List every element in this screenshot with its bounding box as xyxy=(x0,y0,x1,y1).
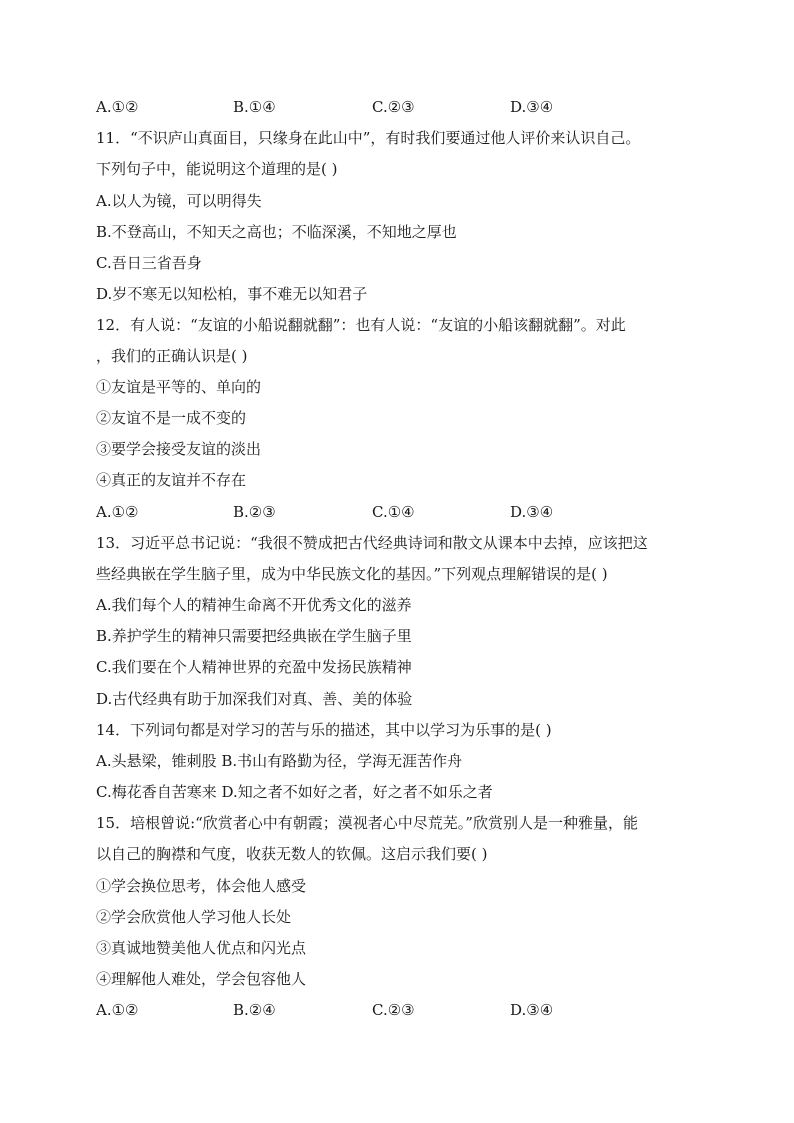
question-12-statement-2: ②友谊不是一成不变的 xyxy=(96,409,247,427)
question-15-option-b: B.②④ xyxy=(233,1001,276,1019)
question-13-stem-line2: 些经典嵌在学生脑子里，成为中华民族文化的基因。”下列观点理解错误的是( ) xyxy=(96,565,608,583)
question-15-option-c: C.②③ xyxy=(372,1001,415,1019)
question-15-stem-line1: 15．培根曾说:“欣赏者心中有朝霞；漠视者心中尽荒芜。”欣赏别人是一种雅量，能 xyxy=(96,814,638,832)
question-15-option-d: D.③④ xyxy=(510,1001,554,1019)
question-15-stem-line2: 以自己的胸襟和气度，收获无数人的钦佩。这启示我们要( ) xyxy=(96,845,488,863)
question-13-option-d: D.古代经典有助于加深我们对真、善、美的体验 xyxy=(96,690,413,708)
question-12-option-a: A.①② xyxy=(96,503,139,521)
question-13-stem-line1: 13．习近平总书记说：“我很不赞成把古代经典诗词和散文从课本中去掉，应该把这 xyxy=(96,534,648,552)
question-13-option-a: A.我们每个人的精神生命离不开优秀文化的滋养 xyxy=(96,596,412,614)
question-12-statement-1: ①友谊是平等的、单向的 xyxy=(96,378,262,396)
question-12-option-b: B.②③ xyxy=(233,503,276,521)
option-b: B.①④ xyxy=(233,98,276,116)
question-15-statement-4: ④理解他人难处，学会包容他人 xyxy=(96,970,307,988)
question-11-stem-line1: 11．“不识庐山真面目，只缘身在此山中”，有时我们要通过他人评价来认识自己。 xyxy=(96,129,641,147)
question-12-stem-line2: ，我们的正确认识是( ) xyxy=(96,347,248,365)
option-c: C.②③ xyxy=(372,98,415,116)
question-11-option-a: A.以人为镜，可以明得失 xyxy=(96,192,262,210)
question-15-statement-2: ②学会欣赏他人学习他人长处 xyxy=(96,908,292,926)
question-12-option-c: C.①④ xyxy=(372,503,415,521)
option-a: A.①② xyxy=(96,98,139,116)
question-11-option-c: C.吾日三省吾身 xyxy=(96,254,202,272)
question-14-options-ab: A.头悬梁，锥刺股 B.书山有路勤为径，学海无涯苦作舟 xyxy=(96,752,463,770)
question-11-option-b: B.不登高山，不知天之高也；不临深溪，不知地之厚也 xyxy=(96,223,457,241)
question-11-stem-line2: 下列句子中，能说明这个道理的是( ) xyxy=(96,160,338,178)
question-14-options-cd: C.梅花香自苦寒来 D.知之者不如好之者，好之者不如乐之者 xyxy=(96,783,493,801)
question-15-statement-3: ③真诚地赞美他人优点和闪光点 xyxy=(96,939,307,957)
question-14-stem: 14．下列词句都是对学习的苦与乐的描述，其中以学习为乐事的是( ) xyxy=(96,721,552,739)
question-15-statement-1: ①学会换位思考，体会他人感受 xyxy=(96,877,307,895)
question-13-option-b: B.养护学生的精神只需要把经典嵌在学生脑子里 xyxy=(96,627,412,645)
question-13-option-c: C.我们要在个人精神世界的充盈中发扬民族精神 xyxy=(96,658,412,676)
question-12-option-d: D.③④ xyxy=(510,503,554,521)
option-d: D.③④ xyxy=(510,98,554,116)
question-12-stem-line1: 12．有人说：“友谊的小船说翻就翻”：也有人说：“友谊的小船该翻就翻”。对此 xyxy=(96,316,626,334)
question-11-option-d: D.岁不寒无以知松柏，事不难无以知君子 xyxy=(96,285,368,303)
question-12-statement-4: ④真正的友谊并不存在 xyxy=(96,471,247,489)
question-15-option-a: A.①② xyxy=(96,1001,139,1019)
question-12-statement-3: ③要学会接受友谊的淡出 xyxy=(96,440,262,458)
